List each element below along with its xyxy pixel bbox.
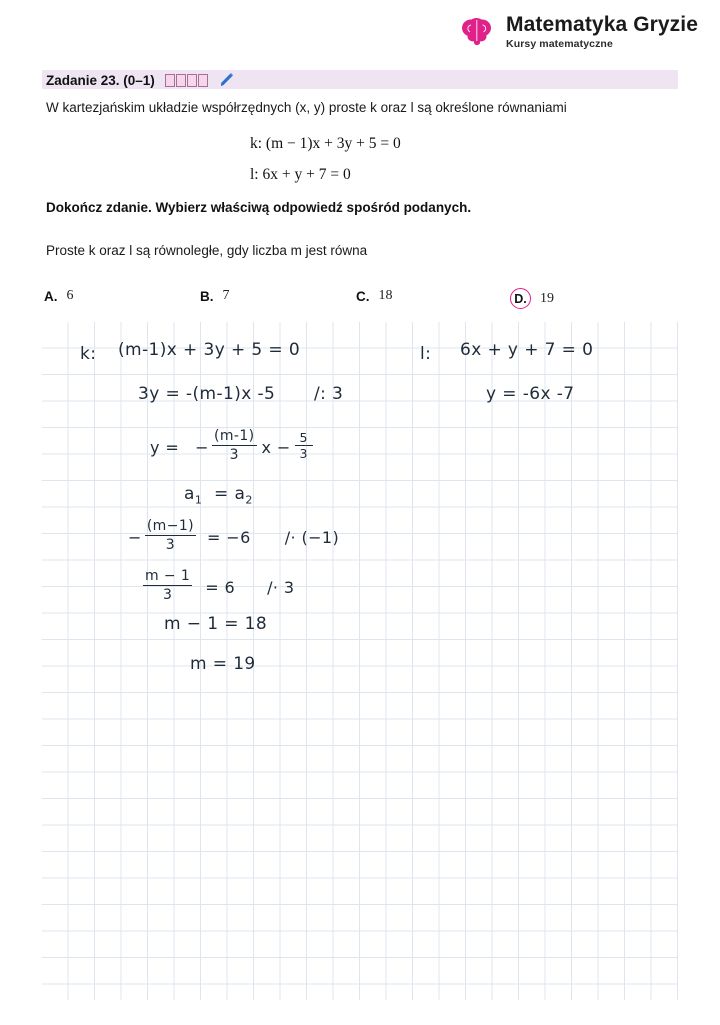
graph-paper-work-area	[42, 322, 678, 1000]
hw-fraction3-numerator: (m−1)	[146, 518, 195, 534]
hw-condition-slopes-equal	[184, 484, 253, 506]
pen-icon	[220, 73, 234, 87]
task-equations	[250, 128, 401, 190]
hw-fraction2-denominator: 3	[299, 446, 308, 462]
answer-value-c: 18	[378, 288, 393, 303]
brand-header	[460, 14, 698, 50]
task-number: Zadanie 23. (0–1)	[46, 72, 155, 88]
brand-text	[506, 14, 698, 50]
answer-value-a: 6	[66, 288, 74, 303]
answer-options	[44, 288, 644, 312]
equation-l: l: 6x + y + 7 = 0	[250, 166, 351, 183]
hw-k-expression: (m-1)x + 3y + 5 = 0	[118, 340, 301, 360]
hw-minus-sign: −	[195, 437, 209, 457]
hw-l-expression: 6x + y + 7 = 0	[460, 340, 594, 360]
task-stem-text: W kartezjańskim układzie współrzędnych (x, y) proste k oraz l są określone równaniami	[46, 100, 567, 115]
brain-icon	[460, 17, 494, 47]
hw-k-label: k:	[80, 344, 97, 364]
brand-title: Matematyka Gryzie	[506, 13, 698, 36]
answer-value-b: 7	[222, 288, 230, 303]
hw-y-equals: y =	[150, 437, 180, 457]
task-question: Proste k oraz l są równoległe, gdy liczba m jest równa	[46, 243, 368, 258]
task-instruction: Dokończ zdanie. Wybierz właściwą odpowiedź spośród podanych.	[46, 200, 472, 215]
hw-fraction-5-over-3	[295, 431, 313, 462]
answer-option-c[interactable]	[356, 288, 393, 304]
hw-step-multiply-3	[140, 570, 294, 604]
hw-fraction-m-minus-1-over-3	[212, 429, 257, 463]
answer-value-d: 19	[540, 290, 554, 306]
hw-step-divide-3: /: 3	[314, 384, 344, 404]
hw-step-l-slope-form: y = -6x -7	[486, 384, 575, 404]
hw-step-isolate-3y: 3y = -(m-1)x -5	[138, 384, 276, 404]
equation-k: k: (m − 1)x + 3y + 5 = 0	[250, 135, 401, 152]
fraction-bar	[143, 585, 192, 586]
task-stem	[46, 98, 686, 118]
hw-fraction-denominator: 3	[229, 447, 239, 464]
hw-a2-subscript: 2	[245, 493, 253, 507]
hw-step2-rhs: = −6	[207, 527, 251, 547]
hw-equals-a2: = a	[214, 484, 246, 504]
hw-l-label: l:	[420, 344, 432, 364]
answer-label-c: C.	[356, 288, 370, 304]
answer-option-d[interactable]	[510, 288, 554, 309]
hw-x-minus: x −	[261, 437, 291, 457]
hw-a1-symbol: a	[184, 484, 195, 504]
hw-fraction-numerator: (m-1)	[213, 428, 255, 444]
answer-label-b: B.	[200, 288, 214, 304]
hw-step-equation-slopes	[128, 520, 339, 554]
fraction-bar	[212, 445, 257, 446]
hw-step2-minus: −	[128, 527, 142, 547]
hw-step3-operation: /· 3	[267, 577, 295, 597]
answer-label-a: A.	[44, 288, 58, 304]
hw-step-k-slope-form	[150, 430, 316, 464]
fraction-bar	[145, 535, 196, 536]
hw-fraction4-denominator: 3	[162, 587, 173, 604]
hw-fraction2-numerator: 5	[299, 429, 308, 445]
hw-step-m-minus-1: m − 1 = 18	[164, 614, 268, 634]
hw-fraction-m-minus-1-over-3-c	[143, 569, 192, 603]
hw-fraction4-numerator: m − 1	[145, 568, 191, 584]
brand-subtitle: Kursy matematyczne	[506, 38, 613, 51]
hw-final-answer: m = 19	[190, 654, 256, 674]
answer-label-d-selected: D.	[510, 288, 531, 309]
hw-fraction-m-minus-1-over-3-b	[145, 519, 196, 553]
hw-a1-subscript: 1	[194, 493, 203, 507]
task-header	[46, 71, 234, 89]
answer-option-a[interactable]	[44, 288, 74, 304]
hw-fraction3-denominator: 3	[165, 537, 176, 554]
answer-option-b[interactable]	[200, 288, 230, 304]
hw-step3-rhs: = 6	[205, 577, 236, 597]
hw-step2-operation: /· (−1)	[284, 527, 340, 547]
points-boxes-icon	[165, 74, 208, 87]
